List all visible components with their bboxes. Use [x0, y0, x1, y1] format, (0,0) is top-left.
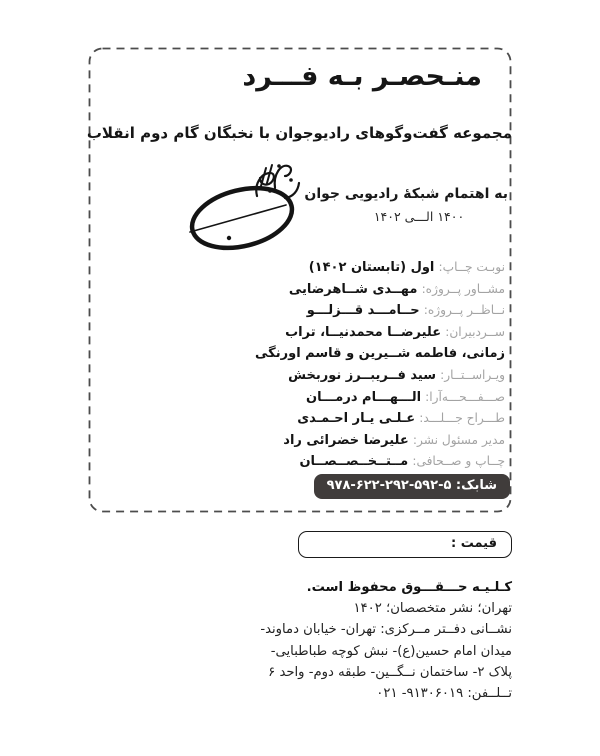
credit-value: حــامـــد قـــزلـــو [306, 303, 420, 319]
book-title: منـحصـر بـه فـــرد [242, 61, 482, 92]
colophon-frame [88, 47, 512, 513]
credit-label: مشــاور پــروژه: [421, 281, 505, 296]
credit-value: اول (تابستان ۱۴۰۲) [308, 260, 435, 275]
price-box [298, 531, 512, 558]
credit-value: الـــهـــام درمـــان [306, 389, 422, 405]
price-label: قیمت : [450, 536, 497, 551]
publisher-footer [260, 577, 512, 704]
attribution-text: به اهتمام شبکهٔ رادیویی جوان [304, 186, 508, 202]
address-line: پلاک ۲- ساختمان نــگــین- طبقه دوم- واحد ۶ [268, 664, 512, 680]
credit-row-continuation [255, 343, 505, 365]
credit-label: طـــراح جـــلـــد: [419, 411, 505, 426]
credit-value: علیرضا خضرائی راد [283, 432, 409, 448]
credit-row [255, 365, 505, 387]
credit-row [255, 387, 505, 409]
rights-notice: کـلـیـه حـــقـــوق محفوظ است. [306, 580, 512, 595]
address-line: نشــانی دفــتر مــرکزی: تهران- خیابان دماوند- [260, 622, 512, 638]
attribution-years: ۱۴۰۰ الـــی ۱۴۰۲ [373, 209, 465, 224]
credit-row [255, 408, 505, 430]
book-subtitle: مجموعه گفت‌وگوهای رادیوجوان با نخبگان گام دوم انقلاب [86, 124, 512, 142]
credit-row [255, 257, 505, 279]
credit-value: عـلـی یـار احـمـدی [297, 411, 416, 427]
credit-label: صـــفـــحـــه‌آرا: [425, 389, 505, 404]
credit-label: مدیر مسئول نشر: [412, 432, 505, 447]
isbn-badge: شابک: ۵-۵۹۲-۲۹۲-۶۲۲-۹۷۸ [314, 474, 510, 499]
publisher-line: تهران؛ نشر متخصصان؛ ۱۴۰۲ [353, 601, 512, 617]
credit-row [255, 451, 505, 473]
credit-value: زمانی، فاطمه شــیرین و قاسم اورنگی [255, 346, 505, 362]
credit-label: ویـراســتــار: [440, 367, 505, 382]
credit-row [255, 322, 505, 344]
phone-line: تــلــفن: ۹۱۳۰۶۰۱۹- ۰۲۱ [376, 686, 512, 702]
radio-javan-logo-icon [182, 157, 316, 255]
credit-label: چــاپ و صــحافی: [412, 454, 505, 469]
credit-row [255, 430, 505, 452]
credits-list [255, 257, 505, 473]
credit-value: علیرضــا محمدنیــا، تراب [285, 324, 442, 340]
credit-label: نوبـت چــاپ: [438, 260, 505, 274]
address-line: میدان امام حسین(ع)- نبش کوچه طباطبایی- [270, 643, 512, 659]
credit-value: مــتــخــصــصــان [299, 454, 409, 470]
credit-value: سید فــریبــرز نوربخش [288, 367, 437, 383]
credit-row [255, 279, 505, 301]
credit-row [255, 300, 505, 322]
credit-label: نــاظــر پــروژه: [423, 303, 505, 318]
credit-value: مهــدی شــاهرضایی [288, 281, 418, 297]
attribution-block [304, 186, 508, 224]
credit-label: ســردبیران: [445, 324, 505, 339]
